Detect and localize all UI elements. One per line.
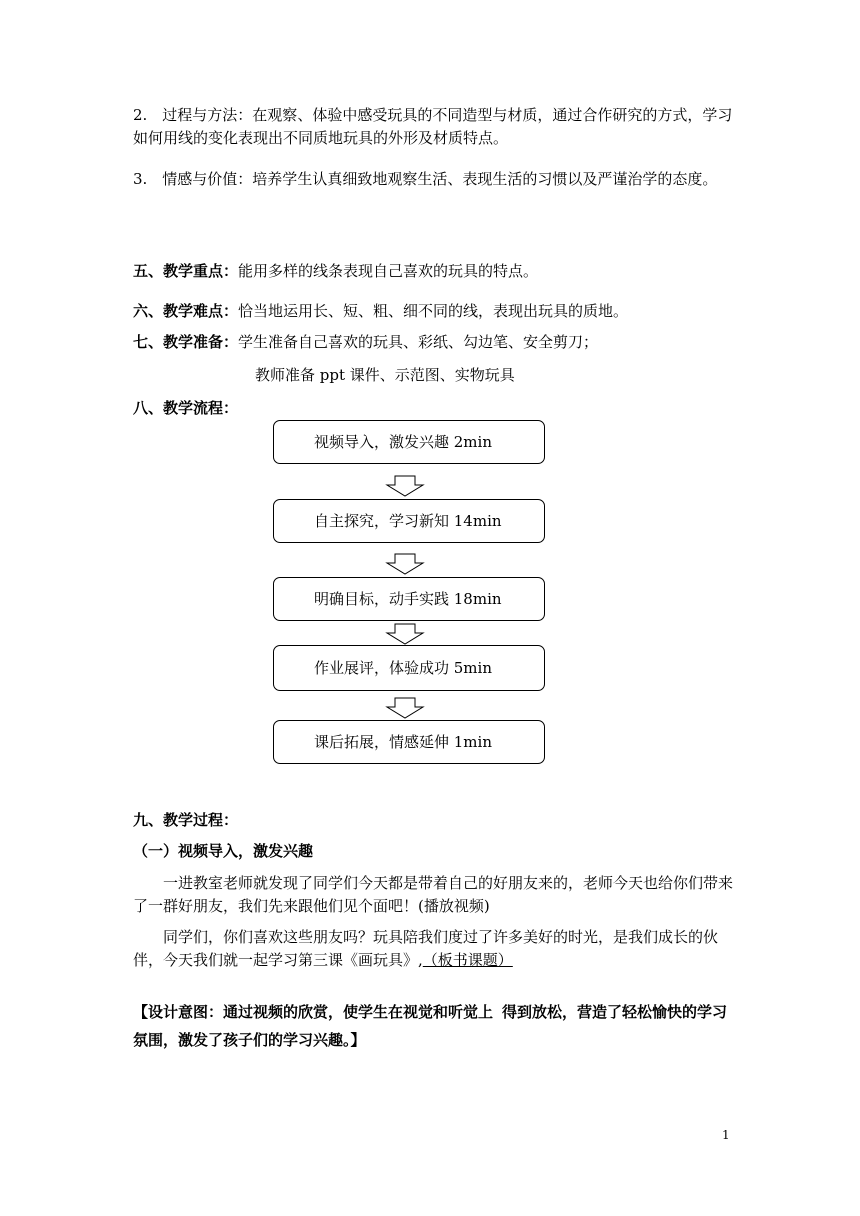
objective-process-method: 2. 过程与方法：在观察、体验中感受玩具的不同造型与材质，通过合作研究的方式，学习如何用线的变化表现出不同质地玩具的外形及材质特点。: [133, 106, 733, 147]
process-paragraph-1: 一进教室老师就发现了同学们今天都是带着自己的好朋友来的，老师今天也给你们带来了一群好朋友，我们先来跟他们见个面吧！(播放视频): [133, 874, 734, 915]
process-paragraph-2-text: 同学们，你们喜欢这些朋友吗？玩具陪我们度过了许多美好的时光，是我们成长的伙伴，今天我们就一起学习第三课《画玩具》,: [133, 928, 719, 969]
teaching-focus-text: 能用多样的线条表现自己喜欢的玩具的特点。: [238, 262, 539, 280]
flow-step-3: 明确目标，动手实践 18min: [273, 577, 545, 621]
page-number: 1: [722, 1128, 730, 1142]
teaching-difficulty-label: 六、教学难点：: [133, 302, 239, 320]
flow-step-4: 作业展评，体验成功 5min: [273, 645, 545, 691]
flow-step-5: 课后拓展，情感延伸 1min: [273, 720, 545, 764]
process-subheading: （一）视频导入，激发兴趣: [133, 842, 314, 860]
teaching-preparation: [133, 331, 598, 353]
objective-emotion-value: 3. 情感与价值：培养学生认真细致地观察生活、表现生活的习惯以及严谨治学的态度。: [133, 170, 718, 188]
teaching-difficulty-text: 恰当地运用长、短、粗、细不同的线，表现出玩具的质地。: [238, 302, 629, 320]
teaching-preparation-label: 七、教学准备：: [133, 333, 239, 351]
preparation-student: 学生准备自己喜欢的玩具、彩纸、勾边笔、安全剪刀；: [238, 333, 599, 351]
teaching-difficulty: [133, 300, 628, 322]
flow-step-2: 自主探究，学习新知 14min: [273, 499, 545, 543]
down-arrow-icon: [385, 697, 425, 719]
teaching-focus: [133, 260, 538, 282]
teaching-flow-label: 八、教学流程：: [133, 399, 239, 417]
down-arrow-icon: [385, 623, 425, 645]
preparation-teacher: 教师准备 ppt 课件、示范图、实物玩具: [255, 366, 515, 384]
board-title-note: （板书课题）: [422, 951, 513, 969]
teaching-process-label: 九、教学过程：: [133, 811, 239, 829]
process-paragraph-2: [133, 926, 733, 972]
down-arrow-icon: [385, 553, 425, 575]
design-intent: 【设计意图：通过视频的欣赏，使学生在视觉和听觉上 得到放松，营造了轻松愉快的学习氛围，激发了孩子们的学习兴趣。】: [133, 1003, 728, 1049]
teaching-focus-label: 五、教学重点：: [133, 262, 239, 280]
flow-step-1: 视频导入，激发兴趣 2min: [273, 420, 545, 464]
down-arrow-icon: [385, 475, 425, 497]
